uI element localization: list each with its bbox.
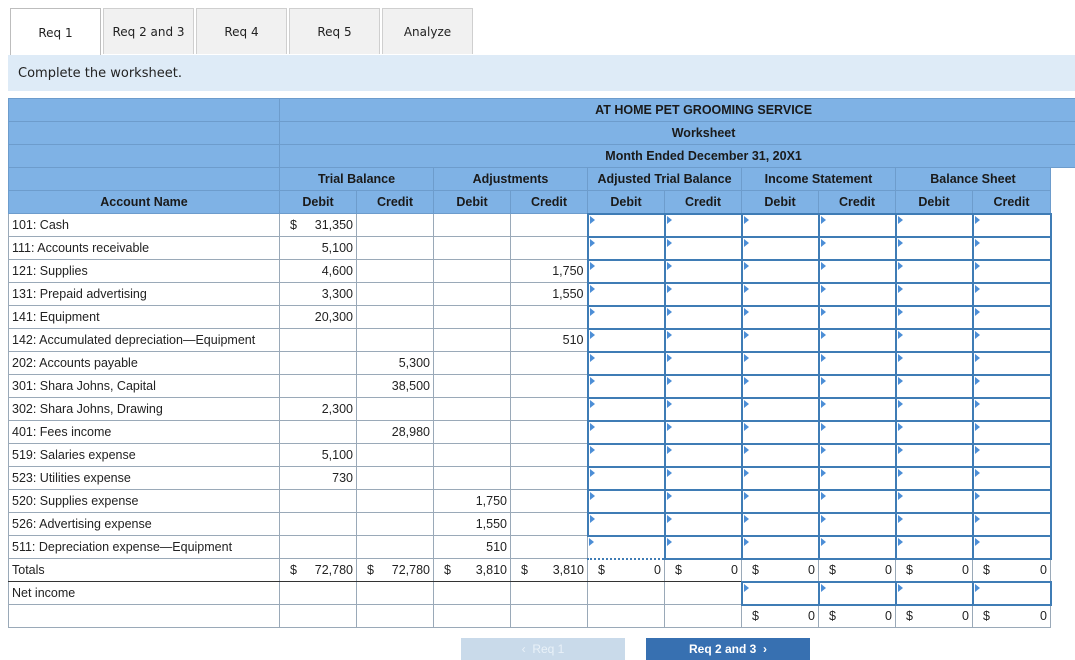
bs-credit-input[interactable] bbox=[973, 260, 1051, 283]
bs-debit-input[interactable] bbox=[896, 375, 973, 398]
account-name: 302: Shara Johns, Drawing bbox=[9, 398, 280, 421]
tb-debit bbox=[280, 513, 357, 536]
account-name: 121: Supplies bbox=[9, 260, 280, 283]
table-row bbox=[9, 421, 1075, 444]
next-button-label: Req 2 and 3 bbox=[689, 642, 756, 656]
currency-symbol: $ bbox=[742, 563, 759, 577]
atb-debit-input[interactable] bbox=[588, 467, 665, 490]
adj-credit bbox=[511, 375, 588, 398]
tb-debit: 2,300 bbox=[280, 398, 357, 421]
atb-debit-input[interactable] bbox=[588, 352, 665, 375]
tb-credit-header: Credit bbox=[357, 191, 434, 214]
adj-credit bbox=[511, 421, 588, 444]
adj-debit: 510 bbox=[434, 536, 511, 559]
atb-debit-total-value: 0 bbox=[654, 563, 661, 577]
account-name: 520: Supplies expense bbox=[9, 490, 280, 513]
tb-credit bbox=[357, 237, 434, 260]
adj-credit bbox=[511, 214, 588, 237]
adj-debit bbox=[434, 352, 511, 375]
tab-req-4[interactable]: Req 4 bbox=[196, 8, 287, 54]
adj-debit: 1,550 bbox=[434, 513, 511, 536]
adj-debit bbox=[434, 214, 511, 237]
adj-credit bbox=[511, 306, 588, 329]
adj-credit bbox=[511, 237, 588, 260]
currency-symbol: $ bbox=[434, 563, 451, 577]
empty-cell bbox=[357, 605, 434, 628]
bs-debit-input[interactable] bbox=[896, 306, 973, 329]
atb-debit-input[interactable] bbox=[588, 237, 665, 260]
bs-credit-input[interactable] bbox=[973, 306, 1051, 329]
tb-credit bbox=[357, 513, 434, 536]
table-row bbox=[9, 375, 1075, 398]
chevron-left-icon: ‹ bbox=[522, 642, 533, 656]
bs-debit-input[interactable] bbox=[896, 536, 973, 559]
bs-debit-total bbox=[896, 559, 973, 582]
adj-debit bbox=[434, 306, 511, 329]
tb-credit bbox=[357, 536, 434, 559]
is-debit-input[interactable] bbox=[742, 352, 819, 375]
bs-debit-final bbox=[896, 605, 973, 628]
tb-debit: 4,600 bbox=[280, 260, 357, 283]
adj-debit-total bbox=[434, 559, 511, 582]
bs-credit-input[interactable] bbox=[973, 444, 1051, 467]
bs-credit-input[interactable] bbox=[973, 536, 1051, 559]
bs-debit-input[interactable] bbox=[896, 237, 973, 260]
tab-analyze[interactable]: Analyze bbox=[382, 8, 473, 54]
atb-debit-input[interactable] bbox=[588, 444, 665, 467]
atb-credit-total-value: 0 bbox=[731, 563, 738, 577]
atb-credit-header: Credit bbox=[665, 191, 742, 214]
bs-debit-input[interactable] bbox=[896, 421, 973, 444]
tb-credit-total-value: 72,780 bbox=[392, 563, 430, 577]
adj-credit: 510 bbox=[511, 329, 588, 352]
adj-debit bbox=[434, 444, 511, 467]
is-debit-input[interactable] bbox=[742, 329, 819, 352]
account-name: 141: Equipment bbox=[9, 306, 280, 329]
is-debit-net-input[interactable] bbox=[742, 582, 819, 605]
is-debit-input[interactable] bbox=[742, 214, 819, 237]
is-credit-input[interactable] bbox=[819, 421, 896, 444]
tab-req-5[interactable]: Req 5 bbox=[289, 8, 380, 54]
atb-credit-input[interactable] bbox=[665, 444, 742, 467]
worksheet-title: Worksheet bbox=[280, 122, 1075, 145]
empty-cell bbox=[511, 582, 588, 605]
account-name: 142: Accumulated depreciation—Equipment bbox=[9, 329, 280, 352]
tb-debit-header: Debit bbox=[280, 191, 357, 214]
is-credit-final-value: 0 bbox=[885, 609, 892, 623]
empty-cell bbox=[588, 605, 665, 628]
atb-debit-input[interactable] bbox=[588, 398, 665, 421]
atb-debit-input[interactable] bbox=[588, 513, 665, 536]
tb-credit bbox=[357, 306, 434, 329]
is-credit-input[interactable] bbox=[819, 375, 896, 398]
is-credit-input[interactable] bbox=[819, 237, 896, 260]
bs-debit-input[interactable] bbox=[896, 283, 973, 306]
tb-debit bbox=[280, 352, 357, 375]
atb-credit-input[interactable] bbox=[665, 536, 742, 559]
atb-credit-input[interactable] bbox=[665, 260, 742, 283]
is-debit-input[interactable] bbox=[742, 260, 819, 283]
tb-credit bbox=[357, 283, 434, 306]
is-debit-final-value: 0 bbox=[808, 609, 815, 623]
bs-credit-input[interactable] bbox=[973, 375, 1051, 398]
is-credit-input[interactable] bbox=[819, 329, 896, 352]
bs-credit-final-value: 0 bbox=[1040, 609, 1047, 623]
adj-debit bbox=[434, 375, 511, 398]
bs-debit-input[interactable] bbox=[896, 398, 973, 421]
atb-credit-input[interactable] bbox=[665, 513, 742, 536]
is-credit-total bbox=[819, 559, 896, 582]
bs-debit-input[interactable] bbox=[896, 444, 973, 467]
tb-debit bbox=[280, 375, 357, 398]
atb-credit-input[interactable] bbox=[665, 352, 742, 375]
account-name: 519: Salaries expense bbox=[9, 444, 280, 467]
empty-cell bbox=[511, 605, 588, 628]
is-debit-input[interactable] bbox=[742, 398, 819, 421]
empty-cell bbox=[280, 582, 357, 605]
currency-symbol: $ bbox=[973, 609, 990, 623]
table-row bbox=[9, 490, 1075, 513]
tb-debit bbox=[280, 536, 357, 559]
empty-cell bbox=[665, 582, 742, 605]
currency-symbol: $ bbox=[280, 563, 297, 577]
adj-credit bbox=[511, 490, 588, 513]
account-name: 111: Accounts receivable bbox=[9, 237, 280, 260]
tb-credit bbox=[357, 214, 434, 237]
account-name-header: Account Name bbox=[9, 191, 280, 214]
table-row bbox=[9, 467, 1075, 490]
currency-symbol: $ bbox=[588, 563, 605, 577]
account-name: 401: Fees income bbox=[9, 421, 280, 444]
is-credit-input[interactable] bbox=[819, 260, 896, 283]
atb-credit-input[interactable] bbox=[665, 329, 742, 352]
bs-credit-input[interactable] bbox=[973, 398, 1051, 421]
atb-credit-input[interactable] bbox=[665, 467, 742, 490]
bs-debit-final-value: 0 bbox=[962, 609, 969, 623]
tb-debit: 730 bbox=[280, 467, 357, 490]
table-row bbox=[9, 283, 1075, 306]
adj-credit bbox=[511, 467, 588, 490]
currency-symbol: $ bbox=[896, 609, 913, 623]
is-credit-input[interactable] bbox=[819, 283, 896, 306]
bs-debit-input[interactable] bbox=[896, 214, 973, 237]
is-credit-final bbox=[819, 605, 896, 628]
account-name: 202: Accounts payable bbox=[9, 352, 280, 375]
bs-debit-net-input[interactable] bbox=[896, 582, 973, 605]
group-adjustments: Adjustments bbox=[434, 168, 588, 191]
bs-credit-total bbox=[973, 559, 1051, 582]
instruction-text: Complete the worksheet. bbox=[18, 66, 182, 81]
is-credit-input[interactable] bbox=[819, 214, 896, 237]
group-income-statement: Income Statement bbox=[742, 168, 896, 191]
account-name: 301: Shara Johns, Capital bbox=[9, 375, 280, 398]
header-spacer bbox=[9, 168, 280, 191]
atb-credit-input[interactable] bbox=[665, 283, 742, 306]
is-credit-input[interactable] bbox=[819, 444, 896, 467]
is-debit-input[interactable] bbox=[742, 283, 819, 306]
is-debit-input[interactable] bbox=[742, 375, 819, 398]
currency-symbol: $ bbox=[819, 563, 836, 577]
adj-credit bbox=[511, 444, 588, 467]
bs-credit-input[interactable] bbox=[973, 421, 1051, 444]
currency-symbol: $ bbox=[973, 563, 990, 577]
account-name: 101: Cash bbox=[9, 214, 280, 237]
bs-credit-input[interactable] bbox=[973, 214, 1051, 237]
atb-debit-total bbox=[588, 559, 665, 582]
adj-credit bbox=[511, 536, 588, 559]
bs-credit-input[interactable] bbox=[973, 329, 1051, 352]
atb-credit-input[interactable] bbox=[665, 375, 742, 398]
currency-symbol: $ bbox=[819, 609, 836, 623]
atb-debit-header: Debit bbox=[588, 191, 665, 214]
worksheet-period: Month Ended December 31, 20X1 bbox=[280, 145, 1075, 168]
tb-debit: 20,300 bbox=[280, 306, 357, 329]
is-credit-input[interactable] bbox=[819, 536, 896, 559]
adj-credit-total bbox=[511, 559, 588, 582]
is-debit-header: Debit bbox=[742, 191, 819, 214]
atb-credit-input[interactable] bbox=[665, 490, 742, 513]
bs-debit-input[interactable] bbox=[896, 329, 973, 352]
is-credit-net-input[interactable] bbox=[819, 582, 896, 605]
adj-debit-header: Debit bbox=[434, 191, 511, 214]
table-row bbox=[9, 513, 1075, 536]
adj-credit: 1,750 bbox=[511, 260, 588, 283]
account-name: 511: Depreciation expense—Equipment bbox=[9, 536, 280, 559]
group-adjusted-trial-balance: Adjusted Trial Balance bbox=[588, 168, 742, 191]
table-row bbox=[9, 536, 1075, 559]
tb-credit: 5,300 bbox=[357, 352, 434, 375]
empty-cell bbox=[665, 605, 742, 628]
atb-debit-input[interactable] bbox=[588, 490, 665, 513]
empty-cell bbox=[588, 582, 665, 605]
empty-cell bbox=[9, 605, 280, 628]
tb-credit bbox=[357, 260, 434, 283]
chevron-right-icon: › bbox=[756, 642, 767, 656]
atb-credit-input[interactable] bbox=[665, 421, 742, 444]
tb-debit: 3,300 bbox=[280, 283, 357, 306]
instruction-banner bbox=[8, 55, 1075, 91]
is-debit-total bbox=[742, 559, 819, 582]
adj-debit bbox=[434, 237, 511, 260]
atb-debit-input[interactable] bbox=[588, 214, 665, 237]
table-row bbox=[9, 444, 1075, 467]
table-row bbox=[9, 329, 1075, 352]
table-row bbox=[9, 352, 1075, 375]
tb-debit bbox=[280, 421, 357, 444]
worksheet-table bbox=[8, 98, 1075, 628]
tb-debit: 5,100 bbox=[280, 444, 357, 467]
is-debit-input[interactable] bbox=[742, 490, 819, 513]
adj-debit-total-value: 3,810 bbox=[476, 563, 507, 577]
adj-debit: 1,750 bbox=[434, 490, 511, 513]
currency-symbol: $ bbox=[896, 563, 913, 577]
bs-debit-input[interactable] bbox=[896, 513, 973, 536]
adj-credit-header: Credit bbox=[511, 191, 588, 214]
is-credit-input[interactable] bbox=[819, 306, 896, 329]
empty-cell bbox=[434, 582, 511, 605]
tb-debit: 5,100 bbox=[280, 237, 357, 260]
bs-debit-total-value: 0 bbox=[962, 563, 969, 577]
next-button[interactable] bbox=[646, 638, 810, 660]
tb-credit bbox=[357, 467, 434, 490]
atb-credit-total bbox=[665, 559, 742, 582]
is-credit-input[interactable] bbox=[819, 398, 896, 421]
is-debit-input[interactable] bbox=[742, 237, 819, 260]
atb-debit-input[interactable] bbox=[588, 306, 665, 329]
bs-debit-header: Debit bbox=[896, 191, 973, 214]
atb-credit-input[interactable] bbox=[665, 306, 742, 329]
bs-debit-input[interactable] bbox=[896, 352, 973, 375]
header-spacer bbox=[9, 99, 280, 122]
currency-symbol: $ bbox=[742, 609, 759, 623]
adj-debit bbox=[434, 421, 511, 444]
final-totals-row bbox=[9, 605, 1075, 628]
tb-credit bbox=[357, 329, 434, 352]
currency-symbol: $ bbox=[511, 563, 528, 577]
bs-credit-input[interactable] bbox=[973, 237, 1051, 260]
atb-credit-input[interactable] bbox=[665, 214, 742, 237]
tb-credit bbox=[357, 444, 434, 467]
tb-credit bbox=[357, 398, 434, 421]
adj-debit bbox=[434, 398, 511, 421]
is-debit-total-value: 0 bbox=[808, 563, 815, 577]
bs-credit-input[interactable] bbox=[973, 513, 1051, 536]
tb-debit-total-value: 72,780 bbox=[315, 563, 353, 577]
tab-bar bbox=[10, 8, 475, 55]
atb-debit-input[interactable] bbox=[588, 421, 665, 444]
is-credit-input[interactable] bbox=[819, 513, 896, 536]
empty-cell bbox=[434, 605, 511, 628]
atb-debit-input[interactable] bbox=[588, 283, 665, 306]
tb-credit: 28,980 bbox=[357, 421, 434, 444]
table-row bbox=[9, 306, 1075, 329]
currency-symbol: $ bbox=[280, 218, 297, 232]
group-balance-sheet: Balance Sheet bbox=[896, 168, 1051, 191]
table-row bbox=[9, 214, 1075, 237]
adj-credit: 1,550 bbox=[511, 283, 588, 306]
adj-debit bbox=[434, 283, 511, 306]
atb-credit-input[interactable] bbox=[665, 237, 742, 260]
bs-debit-input[interactable] bbox=[896, 260, 973, 283]
tb-credit bbox=[357, 490, 434, 513]
bs-credit-input[interactable] bbox=[973, 467, 1051, 490]
adj-credit bbox=[511, 352, 588, 375]
empty-cell bbox=[357, 582, 434, 605]
net-income-row bbox=[9, 582, 1075, 605]
adj-credit-total-value: 3,810 bbox=[553, 563, 584, 577]
is-credit-input[interactable] bbox=[819, 467, 896, 490]
is-credit-input[interactable] bbox=[819, 490, 896, 513]
bs-debit-input[interactable] bbox=[896, 467, 973, 490]
tb-debit-value: 31,350 bbox=[315, 218, 353, 232]
adj-credit bbox=[511, 513, 588, 536]
adj-credit bbox=[511, 398, 588, 421]
header-spacer bbox=[9, 122, 280, 145]
tb-credit-total bbox=[357, 559, 434, 582]
tb-debit bbox=[280, 490, 357, 513]
tb-debit bbox=[280, 329, 357, 352]
net-income-label: Net income bbox=[9, 582, 280, 605]
account-name: 526: Advertising expense bbox=[9, 513, 280, 536]
bs-debit-input[interactable] bbox=[896, 490, 973, 513]
atb-debit-input[interactable] bbox=[588, 375, 665, 398]
currency-symbol: $ bbox=[665, 563, 682, 577]
is-debit-input[interactable] bbox=[742, 444, 819, 467]
account-name: 131: Prepaid advertising bbox=[9, 283, 280, 306]
prev-button[interactable] bbox=[461, 638, 625, 660]
is-credit-total-value: 0 bbox=[885, 563, 892, 577]
currency-symbol: $ bbox=[357, 563, 374, 577]
is-debit-input[interactable] bbox=[742, 421, 819, 444]
is-debit-input[interactable] bbox=[742, 467, 819, 490]
tb-debit-total bbox=[280, 559, 357, 582]
is-debit-final bbox=[742, 605, 819, 628]
adj-debit bbox=[434, 329, 511, 352]
header-spacer bbox=[9, 145, 280, 168]
is-debit-input[interactable] bbox=[742, 536, 819, 559]
table-row bbox=[9, 260, 1075, 283]
bs-credit-total-value: 0 bbox=[1040, 563, 1047, 577]
atb-credit-input[interactable] bbox=[665, 398, 742, 421]
adj-debit bbox=[434, 467, 511, 490]
is-credit-header: Credit bbox=[819, 191, 896, 214]
tab-req-1[interactable]: Req 1 bbox=[10, 8, 101, 56]
empty-cell bbox=[280, 605, 357, 628]
prev-button-label: Req 1 bbox=[532, 642, 564, 656]
atb-debit-input[interactable] bbox=[588, 329, 665, 352]
company-name: AT HOME PET GROOMING SERVICE bbox=[280, 99, 1075, 122]
tb-credit: 38,500 bbox=[357, 375, 434, 398]
is-debit-input[interactable] bbox=[742, 513, 819, 536]
tb-debit bbox=[280, 214, 357, 237]
adj-debit bbox=[434, 260, 511, 283]
is-credit-input[interactable] bbox=[819, 352, 896, 375]
bs-credit-input[interactable] bbox=[973, 283, 1051, 306]
totals-row bbox=[9, 559, 1075, 582]
bs-credit-final bbox=[973, 605, 1051, 628]
atb-debit-input[interactable] bbox=[588, 260, 665, 283]
bs-credit-input[interactable] bbox=[973, 352, 1051, 375]
bs-credit-header: Credit bbox=[973, 191, 1051, 214]
atb-debit-input[interactable] bbox=[588, 536, 665, 559]
tab-req-2-and-3[interactable]: Req 2 and 3 bbox=[103, 8, 194, 54]
account-name: 523: Utilities expense bbox=[9, 467, 280, 490]
table-row bbox=[9, 398, 1075, 421]
group-trial-balance: Trial Balance bbox=[280, 168, 434, 191]
is-debit-input[interactable] bbox=[742, 306, 819, 329]
bs-credit-input[interactable] bbox=[973, 490, 1051, 513]
totals-label: Totals bbox=[9, 559, 280, 582]
table-row bbox=[9, 237, 1075, 260]
bs-credit-net-input[interactable] bbox=[973, 582, 1051, 605]
